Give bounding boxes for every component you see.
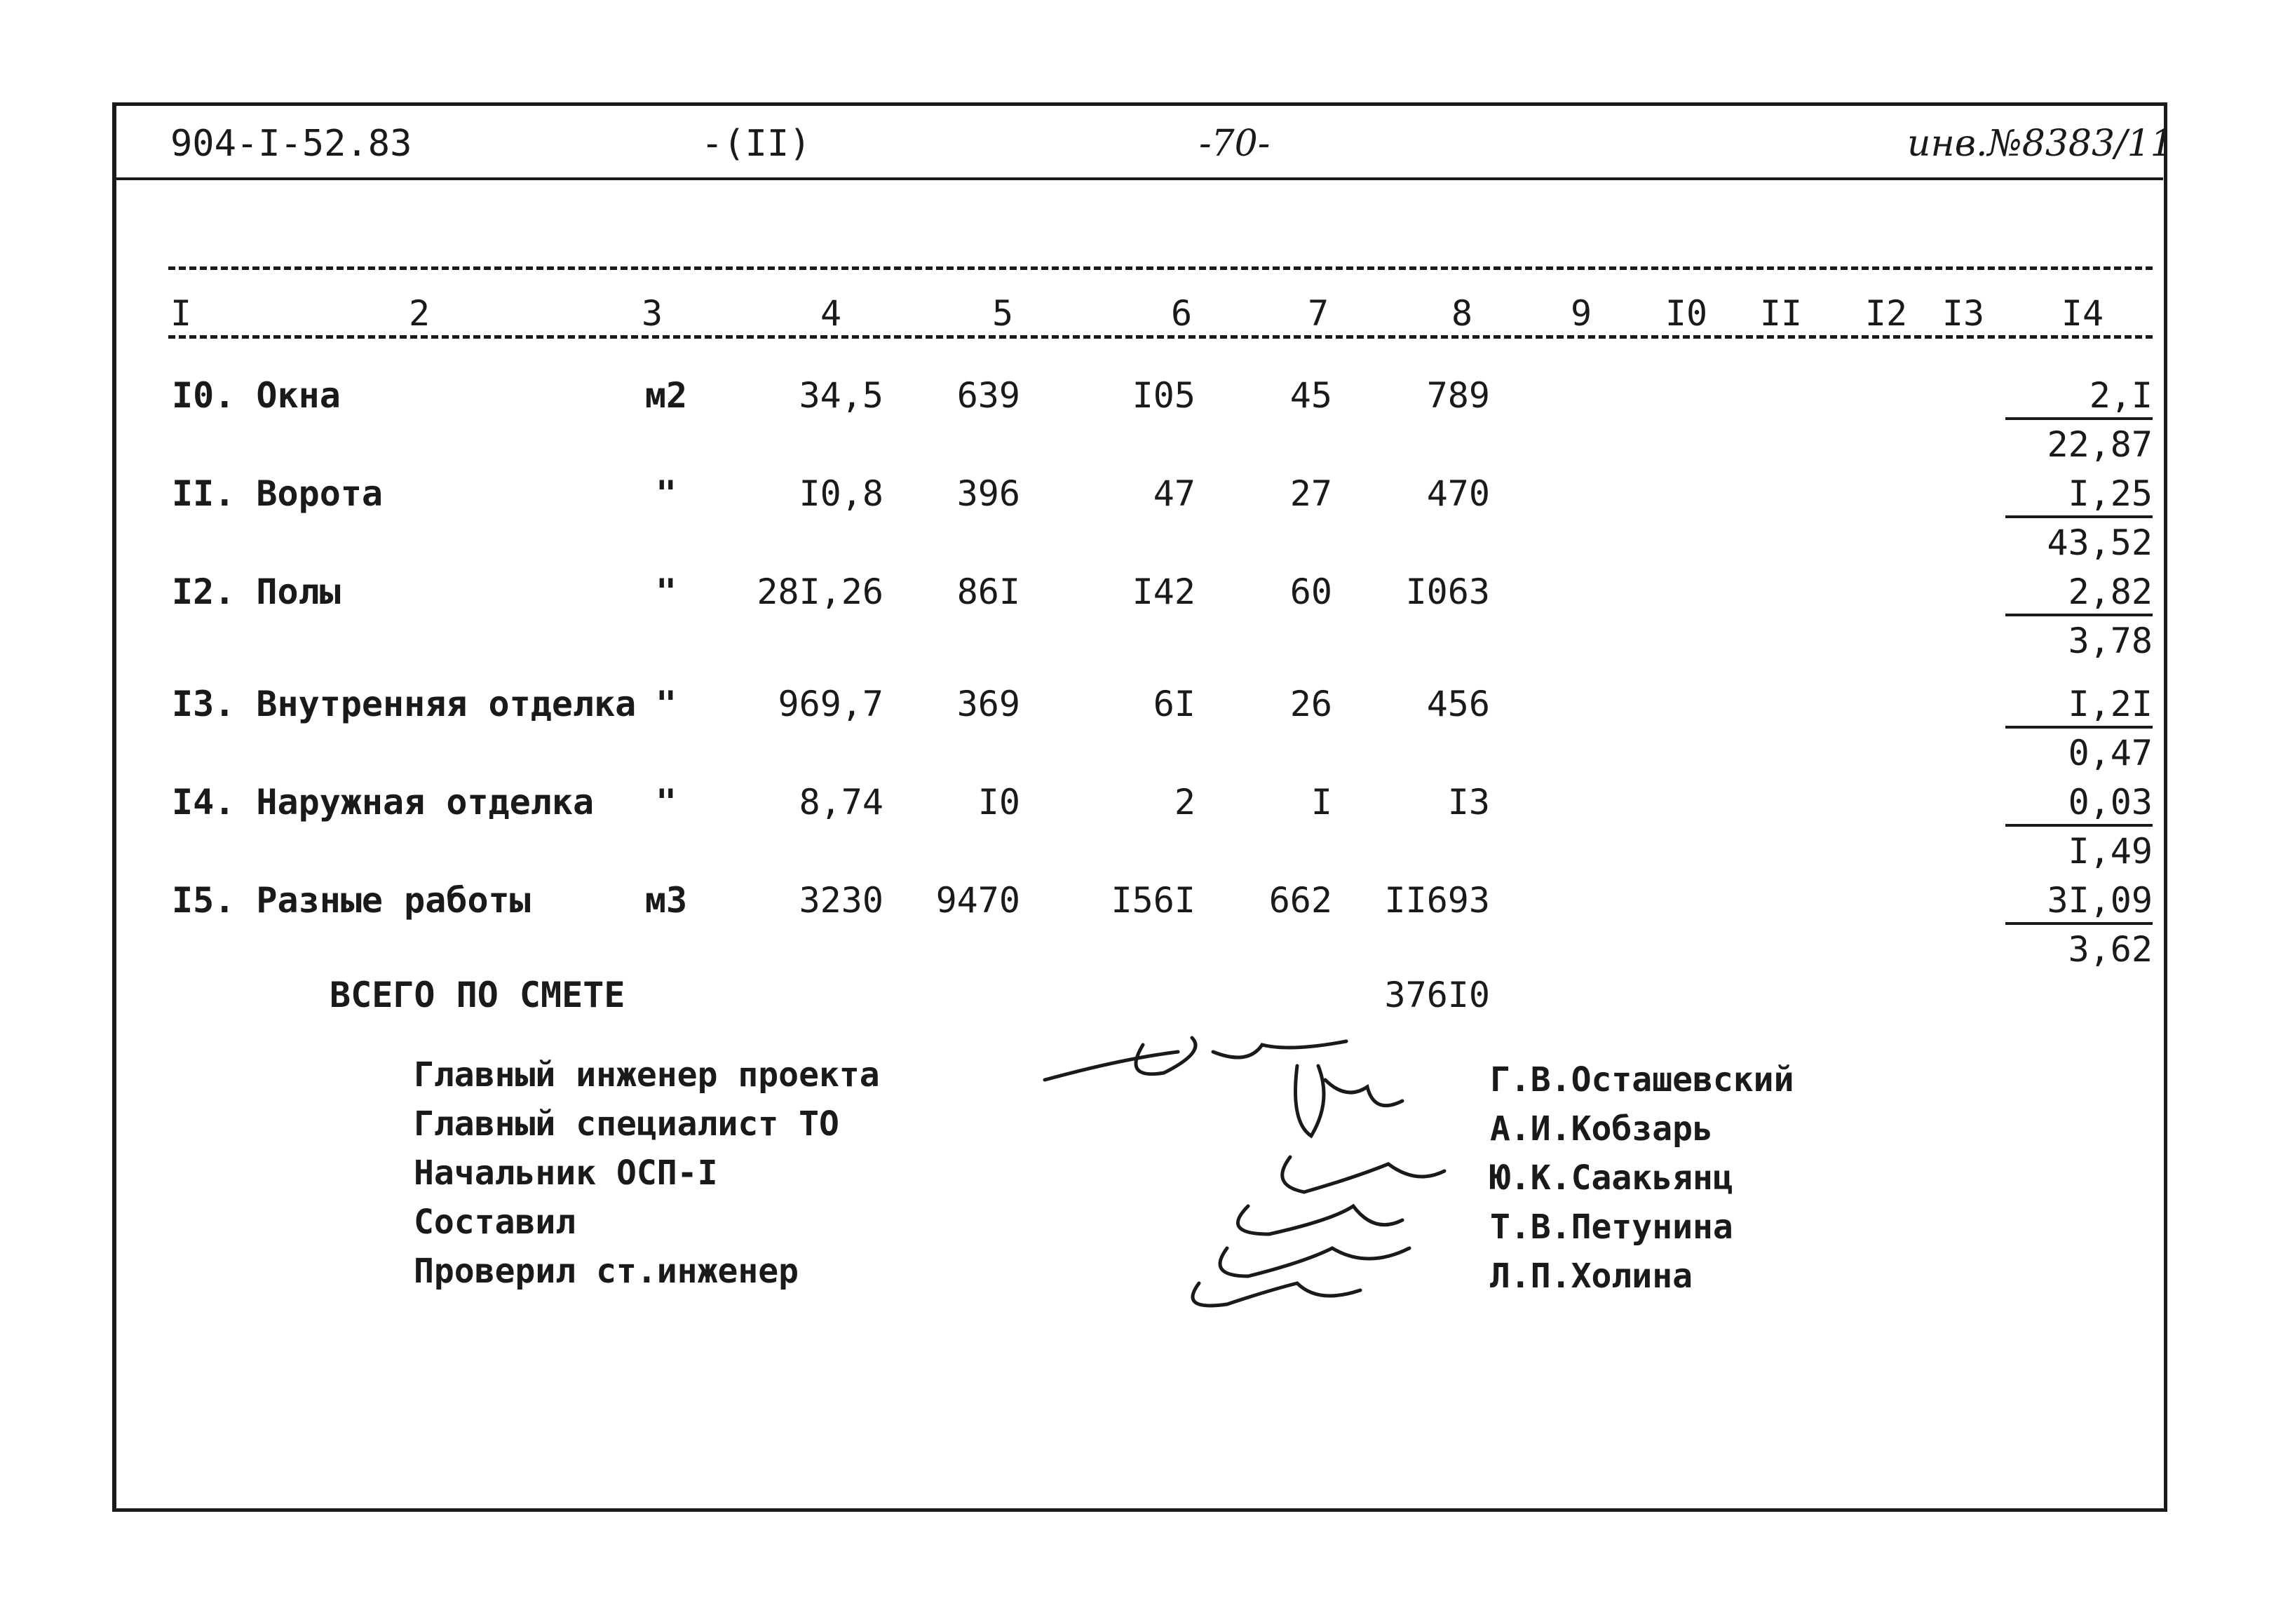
signature-role: Проверил ст.инженер [414,1252,799,1291]
row-col5: 369 [956,684,1020,724]
row-col4: I0,8 [799,473,883,514]
row-name: Полы [256,571,341,612]
row-col5: I0 [977,782,1020,823]
signature-name: Л.П.Холина [1490,1257,1693,1296]
row-col4: 3230 [799,880,883,921]
row-col14 [2005,880,2153,970]
row-number: I0. [172,375,236,416]
handwritten-signatures [1038,1024,1486,1318]
row-col14-bottom: 0,47 [2068,733,2153,773]
row-unit: " [655,782,677,823]
row-number: I4. [172,782,236,823]
row-col7: 662 [1268,880,1332,921]
row-col8: 456 [1426,684,1490,724]
row-name: Наружная отделка [256,782,595,823]
row-col6: I05 [1132,375,1196,416]
column-number: I3 [1942,293,1985,334]
row-number: I2. [172,571,236,612]
signature-role: Составил [414,1203,576,1242]
row-number: II. [172,473,236,514]
doc-part: -(II) [701,123,811,165]
row-col5: 396 [956,473,1020,514]
row-unit: " [655,684,677,724]
row-name: Внутренняя отделка [256,684,637,724]
row-unit: м2 [644,375,688,416]
signature-name: А.И.Кобзарь [1490,1109,1713,1149]
column-number: 6 [1170,293,1193,334]
row-col14 [2005,571,2153,661]
row-col7: 45 [1289,375,1332,416]
doc-code: 904-I-52.83 [170,123,412,165]
signature-role: Начальник ОСП-I [414,1153,718,1193]
column-number: 4 [820,293,842,334]
column-number: II [1759,293,1803,334]
row-number: I3. [172,684,236,724]
row-col4: 28I,26 [757,571,883,612]
signature-role: Главный специалист ТО [414,1104,839,1144]
row-col14-top: 0,03 [2005,782,2153,827]
row-name: Разные работы [256,880,531,921]
row-unit: " [655,571,677,612]
column-number: 5 [991,293,1014,334]
row-col6: 6I [1153,684,1196,724]
column-number: 2 [408,293,431,334]
row-col14 [2005,473,2153,563]
row-col8: I3 [1447,782,1490,823]
row-name: Окна [256,375,341,416]
row-col7: 60 [1289,571,1332,612]
row-col7: 26 [1289,684,1332,724]
row-col14-top: 3I,09 [2005,880,2153,925]
row-col14-top: I,2I [2005,684,2153,729]
row-col14-bottom: I,49 [2068,831,2153,872]
row-col8: I063 [1405,571,1490,612]
row-col5: 9470 [935,880,1020,921]
column-number: 3 [641,293,663,334]
row-col7: 27 [1289,473,1332,514]
signature-role: Главный инженер проекта [414,1055,880,1095]
row-col8: II693 [1384,880,1490,921]
row-col14-bottom: 3,62 [2068,929,2153,970]
row-col14-top: 2,I [2005,375,2153,420]
header-divider [112,177,2163,180]
row-col14-bottom: 43,52 [2047,522,2153,563]
total-value: 376I0 [1384,975,1490,1015]
signature-name: Т.В.Петунина [1490,1207,1733,1247]
inventory-number: инв.№8383/11 [1907,123,2174,165]
row-unit: " [655,473,677,514]
column-number: 8 [1451,293,1473,334]
page-number: -70- [1199,123,1271,165]
row-col5: 86I [956,571,1020,612]
row-col6: 47 [1153,473,1196,514]
column-number: I0 [1665,293,1708,334]
column-header-dashline-bottom [168,335,2153,339]
row-col14 [2005,375,2153,465]
column-number: I2 [1864,293,1908,334]
signature-name: Ю.К.Саакьянц [1490,1158,1733,1198]
row-col4: 8,74 [799,782,883,823]
row-col5: 639 [956,375,1020,416]
row-name: Ворота [256,473,384,514]
row-col14 [2005,684,2153,773]
row-col14-bottom: 3,78 [2068,621,2153,661]
row-number: I5. [172,880,236,921]
column-header-dashline-top [168,266,2153,270]
row-col7: I [1310,782,1332,823]
column-number: 9 [1570,293,1592,334]
row-col14-top: I,25 [2005,473,2153,518]
row-col8: 789 [1426,375,1490,416]
row-col6: I42 [1132,571,1196,612]
column-number: I4 [2061,293,2104,334]
signature-name: Г.В.Осташевский [1490,1060,1794,1099]
row-col14-top: 2,82 [2005,571,2153,616]
row-unit: м3 [644,880,688,921]
row-col14-bottom: 22,87 [2047,424,2153,465]
row-col6: I56I [1111,880,1196,921]
row-col4: 969,7 [778,684,883,724]
row-col14 [2005,782,2153,872]
row-col8: 470 [1426,473,1490,514]
column-number: I [170,293,192,334]
total-label: ВСЕГО ПО СМЕТЕ [330,975,625,1015]
row-col4: 34,5 [799,375,883,416]
row-col6: 2 [1174,782,1196,823]
column-number: 7 [1307,293,1329,334]
